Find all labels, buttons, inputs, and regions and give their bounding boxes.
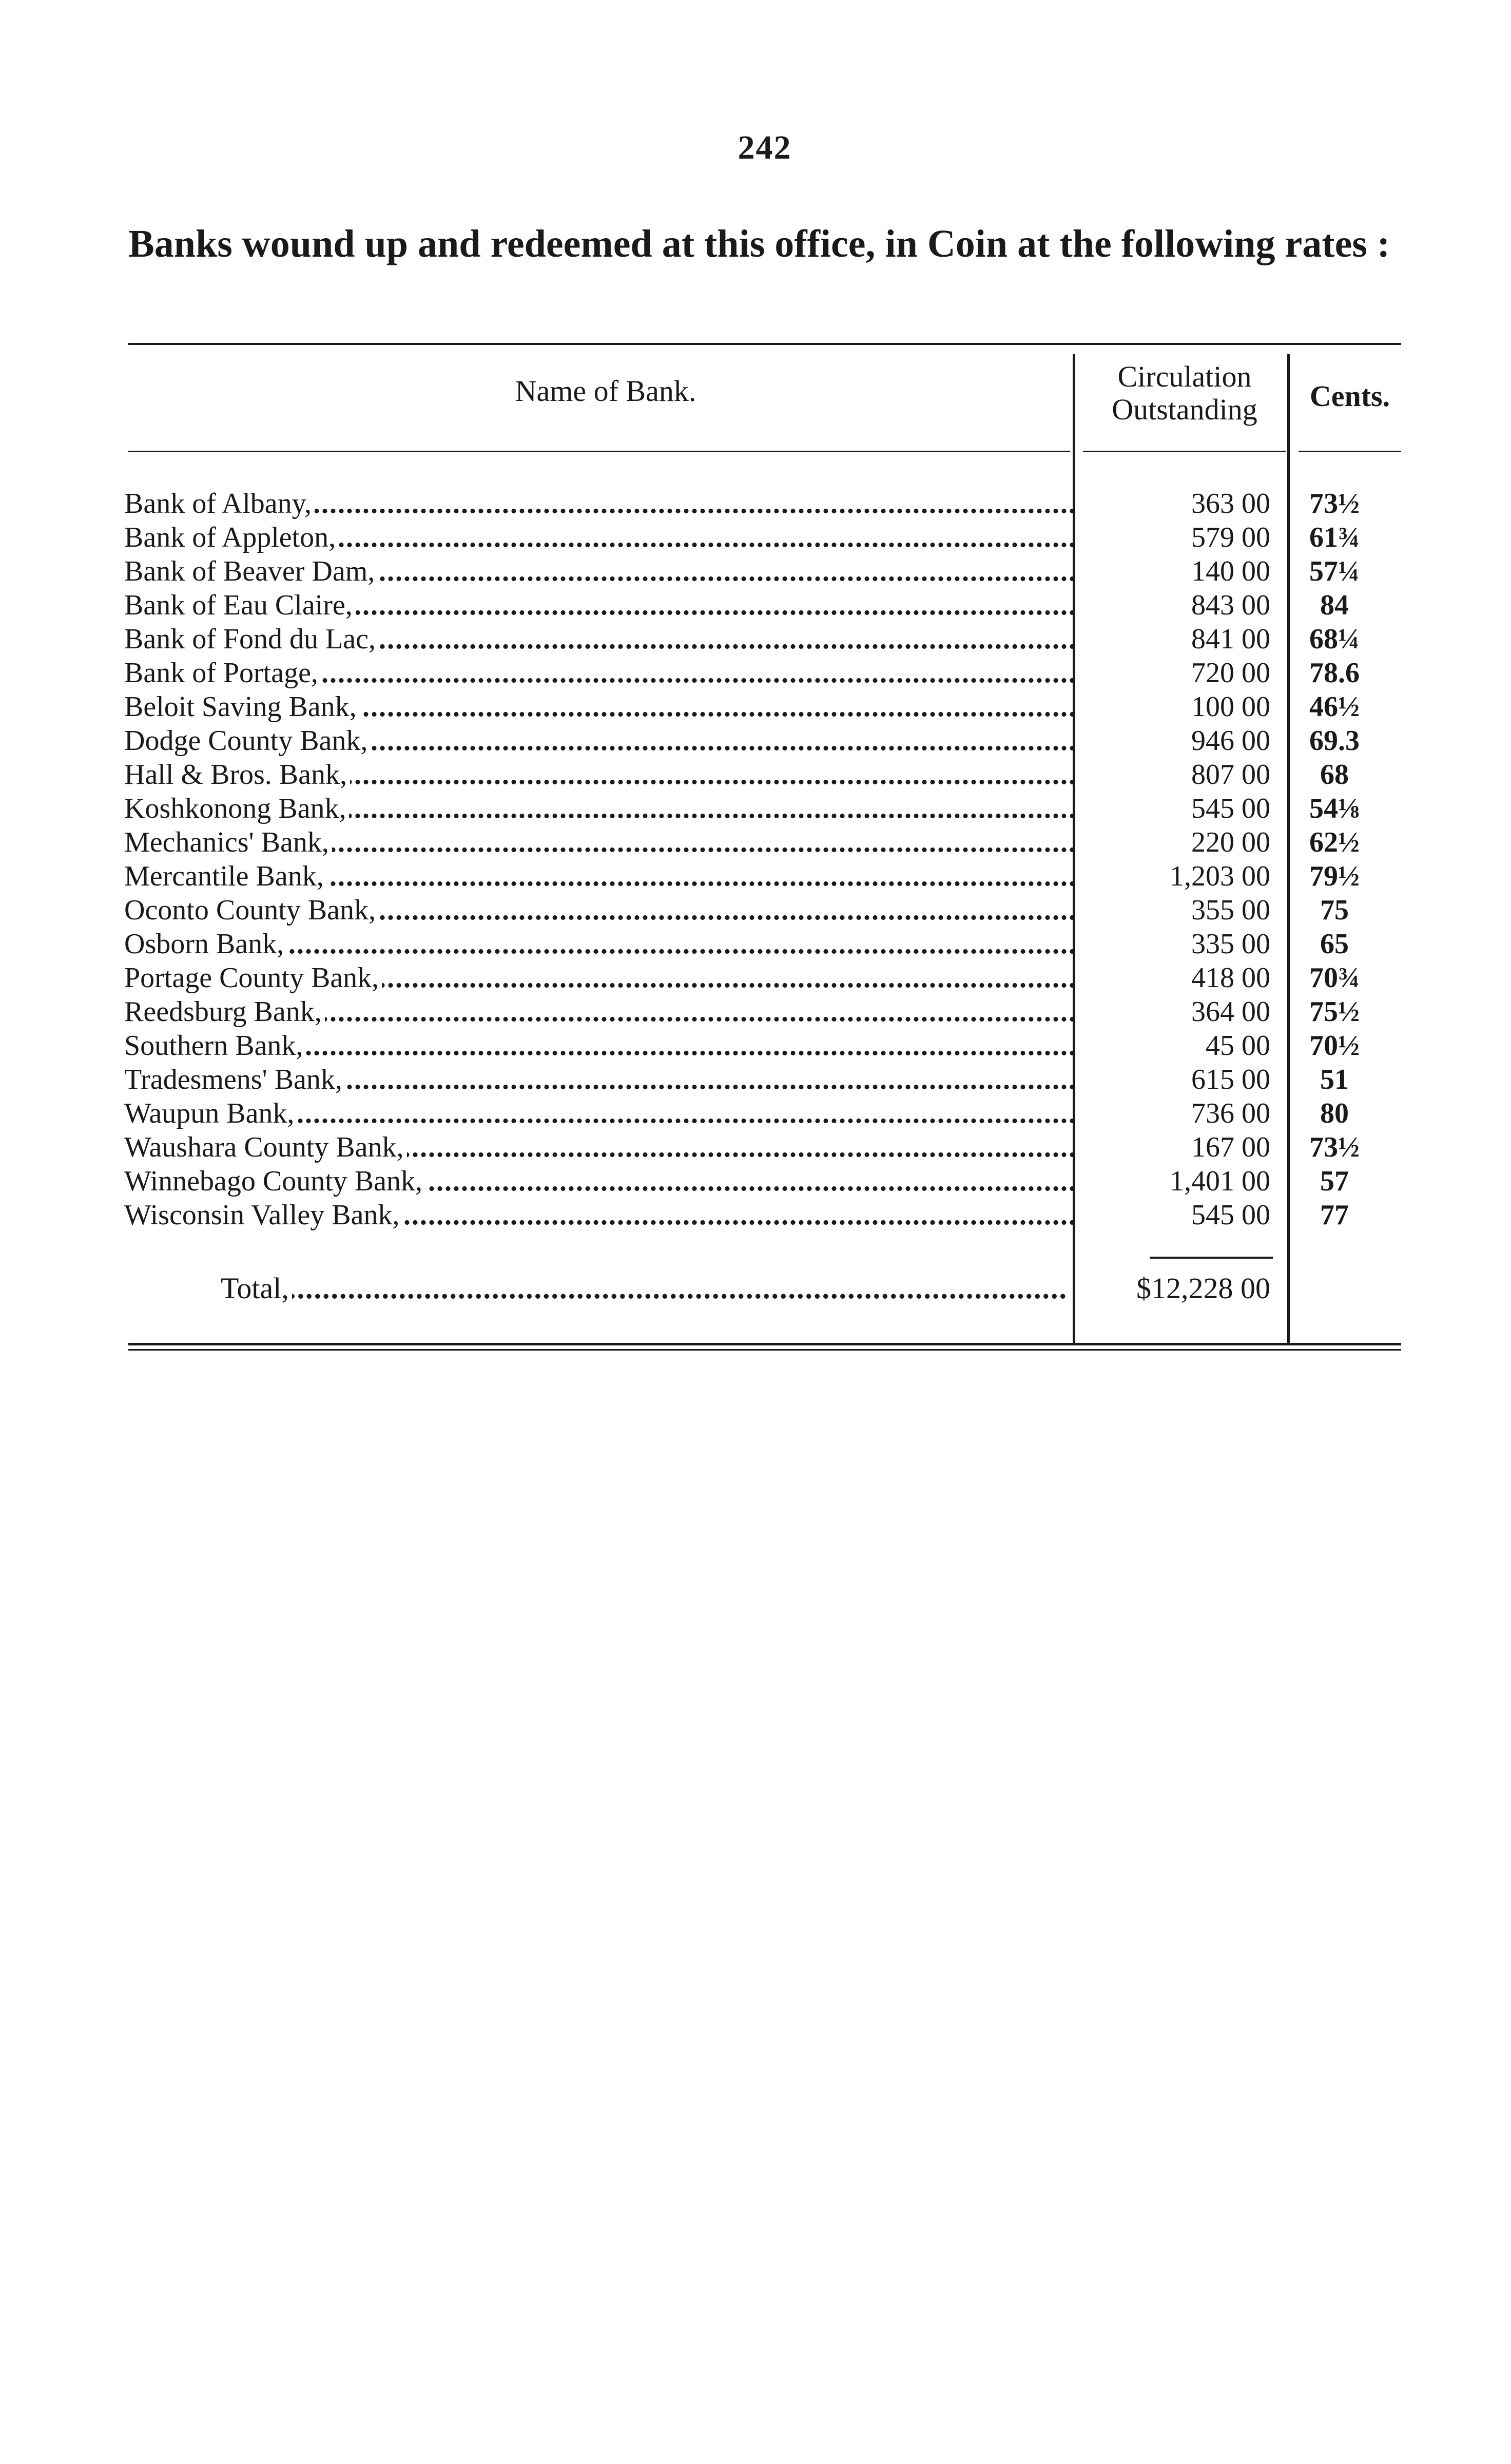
circulation-amount: 545 00 [1191, 1199, 1270, 1231]
circulation-amount: 363 00 [1191, 488, 1270, 519]
bank-name: Wisconsin Valley Bank, ..... [124, 1198, 1074, 1232]
table-row [0, 1029, 1511, 1063]
header-bottom-rule-cents [1299, 451, 1401, 452]
bank-name: Bank of Portage, ..... [124, 656, 1074, 690]
bank-name: Winnebago County Bank, ..... [124, 1164, 1074, 1198]
table-row [0, 656, 1511, 690]
table-bottom-rule-1 [128, 1343, 1401, 1345]
circulation-amount: 1,203 00 [1170, 860, 1270, 892]
table-top-rule [128, 343, 1401, 345]
total-label: Total, ..... [221, 1268, 1068, 1309]
total-amount: $12,228 00 [1136, 1272, 1270, 1305]
cents-rate: 65 [1320, 928, 1349, 960]
circulation-amount: 736 00 [1191, 1098, 1270, 1129]
cents-rate: 75 [1320, 894, 1349, 926]
bank-name: Bank of Albany, ..... [124, 487, 1074, 521]
circulation-amount: 220 00 [1191, 826, 1270, 858]
bank-name: Beloit Saving Bank, ..... [124, 690, 1074, 724]
cents-rate: 70¾ [1309, 962, 1360, 994]
circulation-amount: 841 00 [1191, 623, 1270, 655]
bank-name: Dodge County Bank, ..... [124, 724, 1074, 758]
cents-rate: 54⅛ [1309, 793, 1360, 824]
table-row [0, 1164, 1511, 1198]
table-row [0, 724, 1511, 758]
circulation-amount: 579 00 [1191, 522, 1270, 553]
bank-name: Mercantile Bank, ..... [124, 859, 1074, 893]
bank-name: Bank of Beaver Dam, ..... [124, 554, 1074, 588]
cents-rate: 80 [1320, 1098, 1349, 1129]
page-number: 242 [738, 129, 792, 166]
circulation-amount: 45 00 [1206, 1030, 1270, 1062]
circulation-amount: 100 00 [1191, 691, 1270, 723]
bank-name: Waupun Bank, ..... [124, 1096, 1074, 1130]
circulation-amount: 807 00 [1191, 759, 1270, 791]
header-name-of-bank: Name of Bank. [515, 374, 696, 408]
bank-name: Bank of Appleton, ..... [124, 521, 1074, 554]
circulation-amount: 545 00 [1191, 793, 1270, 824]
table-row [0, 690, 1511, 724]
table-row [0, 995, 1511, 1029]
circulation-amount: 843 00 [1191, 589, 1270, 621]
bank-name: Portage County Bank, ..... [124, 961, 1074, 995]
table-row [0, 927, 1511, 961]
header-circulation-line1: Circulation [1117, 360, 1252, 393]
bank-name: Oconto County Bank, ..... [124, 893, 1074, 927]
table-row [0, 521, 1511, 554]
cents-rate: 69.3 [1309, 725, 1360, 757]
circulation-amount: 418 00 [1191, 962, 1270, 994]
cents-rate: 62½ [1309, 826, 1360, 858]
bank-name: Tradesmens' Bank, ..... [124, 1063, 1074, 1096]
table-row [0, 487, 1511, 521]
cents-rate: 77 [1320, 1199, 1349, 1231]
bank-name: Mechanics' Bank, ..... [124, 825, 1074, 859]
header-cents: Cents. [1309, 379, 1390, 413]
bank-name: Koshkonong Bank, ..... [124, 792, 1074, 825]
circulation-amount: 1,401 00 [1170, 1165, 1270, 1197]
header-circulation-line2: Outstanding [1112, 393, 1257, 426]
intro-text: Banks wound up and redeemed at this office, in Coin at the following rates : [128, 222, 1390, 265]
table-row [0, 758, 1511, 792]
bank-name: Southern Bank, ..... [124, 1029, 1074, 1063]
cents-rate: 70½ [1309, 1030, 1360, 1062]
table-row [0, 622, 1511, 656]
table-row [0, 961, 1511, 995]
header-bottom-rule-name [128, 451, 1070, 452]
table-row [0, 893, 1511, 927]
cents-rate: 57 [1320, 1165, 1349, 1197]
cents-rate: 84 [1320, 589, 1349, 621]
cents-rate: 75½ [1309, 996, 1360, 1028]
table-row [0, 859, 1511, 893]
bank-name: Bank of Eau Claire, ..... [124, 588, 1074, 622]
table-row [0, 825, 1511, 859]
table-row [0, 1130, 1511, 1164]
circulation-amount: 615 00 [1191, 1064, 1270, 1095]
total-rule [1150, 1257, 1273, 1259]
cents-rate: 78.6 [1309, 657, 1360, 689]
bank-name: Waushara County Bank, ..... [124, 1130, 1074, 1164]
bank-name: Hall & Bros. Bank, ..... [124, 758, 1074, 792]
table-bottom-rule-2 [128, 1349, 1401, 1351]
table-row [0, 588, 1511, 622]
bank-name: Bank of Fond du Lac, ..... [124, 622, 1074, 656]
cents-rate: 51 [1320, 1064, 1349, 1095]
cents-rate: 68 [1320, 759, 1349, 791]
circulation-amount: 355 00 [1191, 894, 1270, 926]
circulation-amount: 335 00 [1191, 928, 1270, 960]
circulation-amount: 364 00 [1191, 996, 1270, 1028]
table-row [0, 1096, 1511, 1130]
table-row [0, 1063, 1511, 1096]
circulation-amount: 140 00 [1191, 555, 1270, 587]
bank-rows [0, 487, 1511, 1232]
circulation-amount: 720 00 [1191, 657, 1270, 689]
bank-name: Osborn Bank, ..... [124, 927, 1074, 961]
total-row [0, 1268, 1511, 1309]
cents-rate: 61¾ [1309, 522, 1360, 553]
cents-rate: 73½ [1309, 488, 1360, 519]
cents-rate: 46½ [1309, 691, 1360, 723]
table-row [0, 792, 1511, 825]
bank-name: Reedsburg Bank, ..... [124, 995, 1074, 1029]
cents-rate: 57¼ [1309, 555, 1360, 587]
circulation-amount: 946 00 [1191, 725, 1270, 757]
table-row [0, 554, 1511, 588]
cents-rate: 79½ [1309, 860, 1360, 892]
header-circulation [1082, 360, 1287, 426]
circulation-amount: 167 00 [1191, 1131, 1270, 1163]
cents-rate: 73½ [1309, 1131, 1360, 1163]
cents-rate: 68¼ [1309, 623, 1360, 655]
table-row [0, 1198, 1511, 1232]
header-bottom-rule-circ [1083, 451, 1286, 452]
